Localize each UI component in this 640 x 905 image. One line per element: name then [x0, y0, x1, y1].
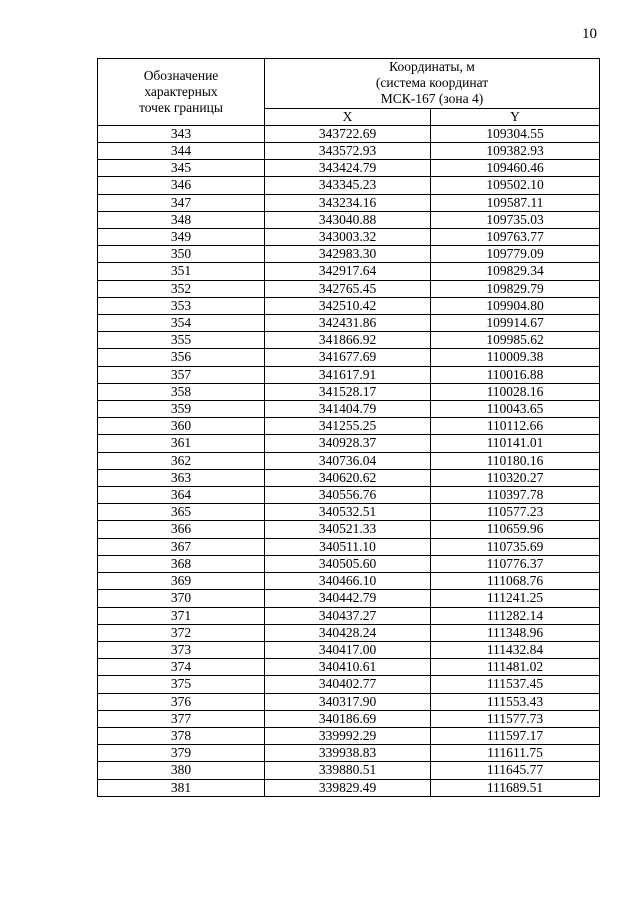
- point-header-line: Обозначение: [143, 67, 219, 83]
- table-row: [98, 624, 600, 641]
- coords-column-header: [265, 59, 600, 109]
- y-coordinate-cell: 111241.25: [431, 590, 600, 607]
- page-number: 10: [582, 26, 597, 42]
- y-coordinate-cell: 111432.84: [431, 641, 600, 658]
- table-row: [98, 211, 600, 228]
- coords-header-line: (система координат: [375, 75, 489, 91]
- x-coordinate-cell: 340402.77: [265, 676, 431, 693]
- table-row: [98, 143, 600, 160]
- point-cell: 371: [98, 607, 265, 624]
- point-cell: 379: [98, 745, 265, 762]
- point-cell: 343: [98, 125, 265, 142]
- table-row: [98, 177, 600, 194]
- x-coordinate-cell: 340428.24: [265, 624, 431, 641]
- y-coordinate-cell: 111068.76: [431, 573, 600, 590]
- table-row: [98, 538, 600, 555]
- y-coordinate-cell: 110735.69: [431, 538, 600, 555]
- x-coordinate-cell: 339880.51: [265, 762, 431, 779]
- x-coordinate-cell: 343345.23: [265, 177, 431, 194]
- table-row: [98, 521, 600, 538]
- y-coordinate-cell: 110141.01: [431, 435, 600, 452]
- y-coordinate-cell: 109904.80: [431, 297, 600, 314]
- point-cell: 352: [98, 280, 265, 297]
- x-coordinate-cell: 340556.76: [265, 487, 431, 504]
- y-coordinate-cell: 109914.67: [431, 315, 600, 332]
- table-row: [98, 229, 600, 246]
- y-coordinate-cell: 110577.23: [431, 504, 600, 521]
- table-row: [98, 125, 600, 142]
- x-coordinate-cell: 340466.10: [265, 573, 431, 590]
- point-cell: 374: [98, 659, 265, 676]
- y-coordinate-cell: 111577.73: [431, 710, 600, 727]
- x-coordinate-cell: 342431.86: [265, 315, 431, 332]
- point-column-header: [98, 59, 265, 126]
- point-cell: 344: [98, 143, 265, 160]
- y-coordinate-cell: 111611.75: [431, 745, 600, 762]
- x-coordinate-cell: 341255.25: [265, 418, 431, 435]
- table-row: [98, 727, 600, 744]
- y-coordinate-cell: 110397.78: [431, 487, 600, 504]
- x-coordinate-cell: 343572.93: [265, 143, 431, 160]
- x-coordinate-cell: 340317.90: [265, 693, 431, 710]
- x-coordinate-cell: 340410.61: [265, 659, 431, 676]
- x-column-header: X: [265, 108, 431, 125]
- table-row: [98, 607, 600, 624]
- point-cell: 376: [98, 693, 265, 710]
- point-cell: 378: [98, 727, 265, 744]
- x-coordinate-cell: 340736.04: [265, 452, 431, 469]
- table-row: [98, 659, 600, 676]
- y-coordinate-cell: 110043.65: [431, 401, 600, 418]
- point-cell: 354: [98, 315, 265, 332]
- table-row: [98, 504, 600, 521]
- table-row: [98, 779, 600, 796]
- point-header-line: характерных: [144, 83, 218, 99]
- x-coordinate-cell: 341677.69: [265, 349, 431, 366]
- y-coordinate-cell: 110180.16: [431, 452, 600, 469]
- point-cell: 345: [98, 160, 265, 177]
- table-row: [98, 487, 600, 504]
- table-row: [98, 469, 600, 486]
- y-coordinate-cell: 111537.45: [431, 676, 600, 693]
- coordinates-table: [97, 58, 600, 797]
- y-column-header: Y: [431, 108, 600, 125]
- point-cell: 350: [98, 246, 265, 263]
- point-cell: 348: [98, 211, 265, 228]
- point-cell: 358: [98, 383, 265, 400]
- table-row: [98, 263, 600, 280]
- table-row: [98, 418, 600, 435]
- table-row: [98, 452, 600, 469]
- y-coordinate-cell: 109382.93: [431, 143, 600, 160]
- point-cell: 347: [98, 194, 265, 211]
- y-coordinate-cell: 109587.11: [431, 194, 600, 211]
- y-coordinate-cell: 111348.96: [431, 624, 600, 641]
- x-coordinate-cell: 343003.32: [265, 229, 431, 246]
- x-coordinate-cell: 339992.29: [265, 727, 431, 744]
- table-row: [98, 555, 600, 572]
- x-coordinate-cell: 340505.60: [265, 555, 431, 572]
- table-row: [98, 641, 600, 658]
- x-coordinate-cell: 340928.37: [265, 435, 431, 452]
- x-coordinate-cell: 340186.69: [265, 710, 431, 727]
- coords-header-line: МСК-167 (зона 4): [380, 91, 484, 107]
- point-cell: 349: [98, 229, 265, 246]
- y-coordinate-cell: 109829.79: [431, 280, 600, 297]
- table-row: [98, 280, 600, 297]
- y-coordinate-cell: 110320.27: [431, 469, 600, 486]
- y-coordinate-cell: 110009.38: [431, 349, 600, 366]
- x-coordinate-cell: 341866.92: [265, 332, 431, 349]
- point-cell: 367: [98, 538, 265, 555]
- table-row: [98, 573, 600, 590]
- x-coordinate-cell: 341404.79: [265, 401, 431, 418]
- point-cell: 380: [98, 762, 265, 779]
- x-coordinate-cell: 343424.79: [265, 160, 431, 177]
- x-coordinate-cell: 340442.79: [265, 590, 431, 607]
- point-cell: 346: [98, 177, 265, 194]
- x-coordinate-cell: 340620.62: [265, 469, 431, 486]
- table-row: [98, 401, 600, 418]
- header-row-main: [98, 59, 600, 109]
- x-coordinate-cell: 341528.17: [265, 383, 431, 400]
- y-coordinate-cell: 111481.02: [431, 659, 600, 676]
- point-cell: 356: [98, 349, 265, 366]
- table-header: [98, 59, 600, 126]
- point-cell: 370: [98, 590, 265, 607]
- point-cell: 361: [98, 435, 265, 452]
- table-row: [98, 160, 600, 177]
- y-coordinate-cell: 109763.77: [431, 229, 600, 246]
- y-coordinate-cell: 111597.17: [431, 727, 600, 744]
- x-coordinate-cell: 342917.64: [265, 263, 431, 280]
- x-coordinate-cell: 342765.45: [265, 280, 431, 297]
- y-coordinate-cell: 111282.14: [431, 607, 600, 624]
- y-coordinate-cell: 110028.16: [431, 383, 600, 400]
- table-row: [98, 435, 600, 452]
- table-row: [98, 676, 600, 693]
- y-coordinate-cell: 109502.10: [431, 177, 600, 194]
- y-coordinate-cell: 110659.96: [431, 521, 600, 538]
- table-row: [98, 246, 600, 263]
- x-coordinate-cell: 343040.88: [265, 211, 431, 228]
- x-coordinate-cell: 339829.49: [265, 779, 431, 796]
- table-row: [98, 710, 600, 727]
- x-coordinate-cell: 342983.30: [265, 246, 431, 263]
- x-coordinate-cell: 339938.83: [265, 745, 431, 762]
- point-cell: 364: [98, 487, 265, 504]
- y-coordinate-cell: 111689.51: [431, 779, 600, 796]
- y-coordinate-cell: 110776.37: [431, 555, 600, 572]
- table-row: [98, 315, 600, 332]
- point-cell: 353: [98, 297, 265, 314]
- point-header-line: точек границы: [139, 100, 223, 115]
- x-coordinate-cell: 343234.16: [265, 194, 431, 211]
- point-cell: 373: [98, 641, 265, 658]
- table-body: [98, 125, 600, 796]
- x-coordinate-cell: 340511.10: [265, 538, 431, 555]
- point-cell: 359: [98, 401, 265, 418]
- table-row: [98, 297, 600, 314]
- x-coordinate-cell: 340437.27: [265, 607, 431, 624]
- x-coordinate-cell: 340521.33: [265, 521, 431, 538]
- point-cell: 365: [98, 504, 265, 521]
- table-row: [98, 349, 600, 366]
- x-coordinate-cell: 342510.42: [265, 297, 431, 314]
- y-coordinate-cell: 109779.09: [431, 246, 600, 263]
- point-cell: 377: [98, 710, 265, 727]
- table-row: [98, 693, 600, 710]
- point-cell: 375: [98, 676, 265, 693]
- table-row: [98, 194, 600, 211]
- point-cell: 351: [98, 263, 265, 280]
- point-cell: 369: [98, 573, 265, 590]
- point-cell: 360: [98, 418, 265, 435]
- y-coordinate-cell: 109304.55: [431, 125, 600, 142]
- y-coordinate-cell: 109829.34: [431, 263, 600, 280]
- table-row: [98, 762, 600, 779]
- y-coordinate-cell: 110112.66: [431, 418, 600, 435]
- x-coordinate-cell: 343722.69: [265, 125, 431, 142]
- x-coordinate-cell: 341617.91: [265, 366, 431, 383]
- coords-header-line: Координаты, м: [389, 59, 475, 74]
- x-coordinate-cell: 340417.00: [265, 641, 431, 658]
- point-cell: 366: [98, 521, 265, 538]
- table-row: [98, 590, 600, 607]
- y-coordinate-cell: 111645.77: [431, 762, 600, 779]
- table-row: [98, 332, 600, 349]
- y-coordinate-cell: 109735.03: [431, 211, 600, 228]
- point-cell: 355: [98, 332, 265, 349]
- table-row: [98, 366, 600, 383]
- point-cell: 357: [98, 366, 265, 383]
- y-coordinate-cell: 111553.43: [431, 693, 600, 710]
- point-cell: 362: [98, 452, 265, 469]
- table-row: [98, 383, 600, 400]
- point-cell: 381: [98, 779, 265, 796]
- table-row: [98, 745, 600, 762]
- y-coordinate-cell: 109460.46: [431, 160, 600, 177]
- y-coordinate-cell: 110016.88: [431, 366, 600, 383]
- point-cell: 372: [98, 624, 265, 641]
- point-cell: 363: [98, 469, 265, 486]
- x-coordinate-cell: 340532.51: [265, 504, 431, 521]
- point-cell: 368: [98, 555, 265, 572]
- y-coordinate-cell: 109985.62: [431, 332, 600, 349]
